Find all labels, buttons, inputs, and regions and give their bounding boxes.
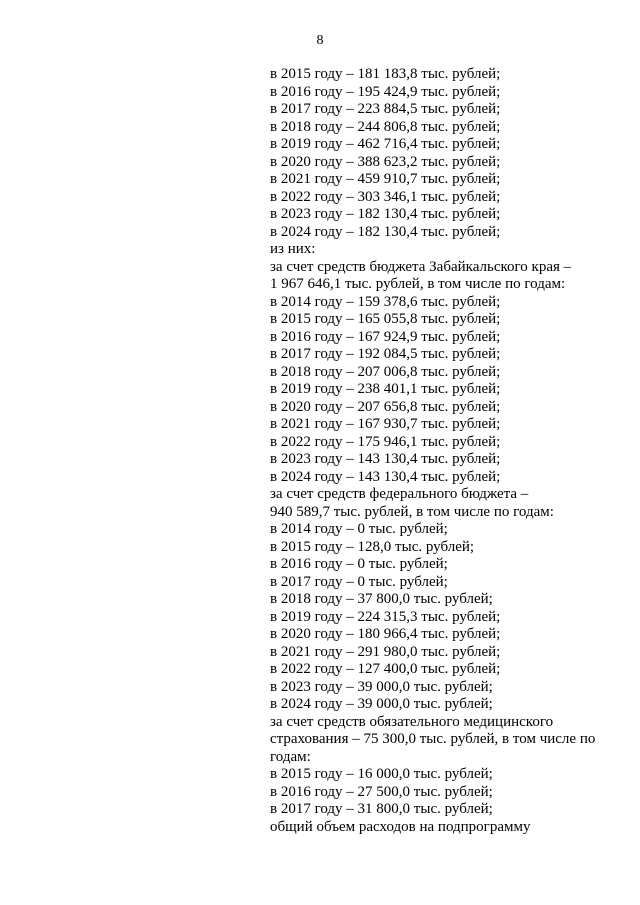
- text-line: из них:: [270, 241, 316, 257]
- text-line: в 2024 году – 39 000,0 тыс. рублей;: [270, 696, 493, 712]
- text-line: в 2022 году – 175 946,1 тыс. рублей;: [270, 433, 501, 450]
- text-line: в 2019 году – 238 401,1 тыс. рублей;: [270, 381, 501, 397]
- text-line: в 2020 году – 180 966,4 тыс. рублей;: [270, 626, 501, 642]
- text-line: в 2016 году – 195 424,9 тыс. рублей;: [270, 83, 501, 100]
- text-line: в 2018 году – 37 800,0 тыс. рублей;: [270, 591, 493, 607]
- text-line: в 2017 году – 223 884,5 тыс. рублей;: [270, 101, 501, 117]
- text-line: в 2018 году – 244 806,8 тыс. рублей;: [270, 118, 501, 135]
- text-line: в 2015 году – 165 055,8 тыс. рублей;: [270, 311, 501, 327]
- text-line: в 2024 году – 143 130,4 тыс. рублей;: [270, 468, 501, 485]
- text-line: в 2019 году – 224 315,3 тыс. рублей;: [270, 608, 501, 625]
- text-line: за счет средств бюджета Забайкальского края –: [270, 258, 572, 275]
- text-line: в 2023 году – 39 000,0 тыс. рублей;: [270, 678, 493, 695]
- text-line: в 2021 году – 167 930,7 тыс. рублей;: [270, 416, 501, 432]
- text-line: 940 589,7 тыс. рублей, в том числе по годам:: [270, 503, 554, 520]
- text-line: в 2016 году – 27 500,0 тыс. рублей;: [270, 783, 493, 800]
- text-line: в 2015 году – 128,0 тыс. рублей;: [270, 538, 475, 555]
- text-line: в 2023 году – 143 130,4 тыс. рублей;: [270, 451, 501, 467]
- text-line: в 2021 году – 291 980,0 тыс. рублей;: [270, 643, 501, 660]
- text-line: за счет средств федерального бюджета –: [270, 486, 529, 502]
- text-line: в 2015 году – 16 000,0 тыс. рублей;: [270, 766, 493, 782]
- text-line: в 2014 году – 0 тыс. рублей;: [270, 521, 448, 537]
- text-line: в 2021 году – 459 910,7 тыс. рублей;: [270, 171, 501, 187]
- text-line: в 2024 году – 182 130,4 тыс. рублей;: [270, 223, 501, 240]
- text-line: годам:: [270, 748, 311, 765]
- text-line: в 2017 году – 192 084,5 тыс. рублей;: [270, 346, 501, 362]
- text-line: за счет средств обязательного медицинского: [270, 713, 554, 730]
- text-line: в 2020 году – 207 656,8 тыс. рублей;: [270, 398, 501, 415]
- text-line: 1 967 646,1 тыс. рублей, в том числе по годам:: [270, 276, 566, 292]
- text-line: в 2020 году – 388 623,2 тыс. рублей;: [270, 153, 501, 170]
- page-number: 8: [316, 33, 324, 48]
- document-text-block: [270, 66, 630, 836]
- text-line: общий объем расходов на подпрограмму: [270, 818, 531, 835]
- text-line: в 2018 году – 207 006,8 тыс. рублей;: [270, 363, 501, 380]
- text-line: в 2019 году – 462 716,4 тыс. рублей;: [270, 136, 501, 152]
- text-line: в 2016 году – 167 924,9 тыс. рублей;: [270, 328, 501, 345]
- text-line: в 2015 году – 181 183,8 тыс. рублей;: [270, 66, 501, 82]
- text-line: страхования – 75 300,0 тыс. рублей, в том числе по: [270, 731, 596, 747]
- text-line: в 2017 году – 0 тыс. рублей;: [270, 573, 448, 590]
- text-line: в 2022 году – 303 346,1 тыс. рублей;: [270, 188, 501, 205]
- text-line: в 2014 году – 159 378,6 тыс. рублей;: [270, 293, 501, 310]
- text-line: в 2023 году – 182 130,4 тыс. рублей;: [270, 206, 501, 222]
- text-line: в 2017 году – 31 800,0 тыс. рублей;: [270, 801, 493, 817]
- text-line: в 2022 году – 127 400,0 тыс. рублей;: [270, 661, 501, 677]
- text-line: в 2016 году – 0 тыс. рублей;: [270, 556, 448, 572]
